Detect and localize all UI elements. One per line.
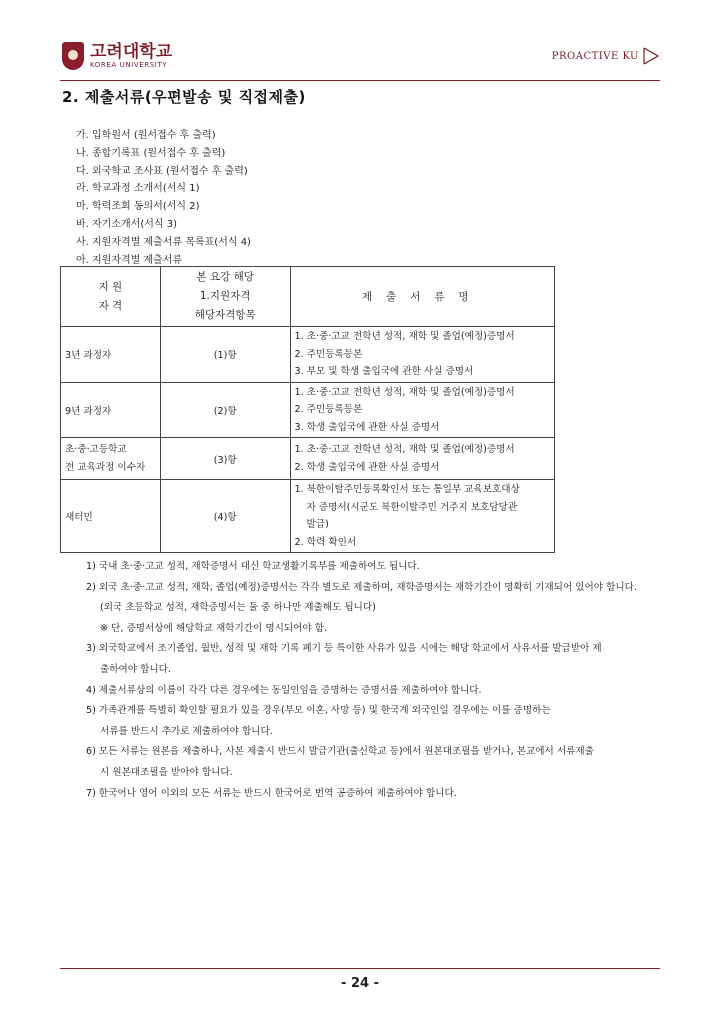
required-document: 3. 부모 및 학생 출입국에 관한 사실 증명서 — [294, 366, 474, 377]
required-document: 1. 초·중·고교 전학년 성적, 재학 및 졸업(예정)증명서 — [294, 444, 515, 455]
table-row — [61, 382, 555, 438]
header-qualification — [61, 267, 161, 327]
documents-cell — [290, 438, 554, 480]
item-cell: (2)항 — [160, 382, 290, 438]
required-document: 3. 학생 출입국에 관한 사실 증명서 — [294, 421, 440, 433]
brand-logo — [552, 46, 660, 66]
brand-mark-icon — [642, 46, 660, 66]
document-item: 나. 종합기록표 (원서접수 후 출력) — [76, 147, 226, 159]
document-item: 바. 자기소개서(서식 3) — [76, 218, 177, 230]
header-item-line: 1.지원자격 — [199, 290, 251, 302]
page-header — [60, 42, 660, 82]
university-logo — [62, 42, 172, 70]
qualification-cell — [61, 382, 161, 438]
note-item: 출하여야 합니다. — [100, 663, 171, 675]
note-item: 서류를 반드시 추가로 제출하여야 합니다. — [100, 725, 273, 737]
documents-cell — [290, 480, 554, 553]
documents-cell — [290, 327, 554, 383]
university-name-en: KOREA UNIVERSITY — [90, 61, 168, 69]
note-item: 6) 모든 서류는 원본을 제출하나, 사본 제출시 반드시 발급기관(출신학교 등)에서 원본대조필을 받거나, 본교에서 서류제출 — [86, 746, 594, 758]
qualification-cell — [61, 327, 161, 383]
header-item — [160, 267, 290, 327]
page-number: - 24 - — [341, 976, 379, 991]
header-item-line: 해당자격항목 — [194, 309, 256, 321]
required-document: 자 증명서(시군도 북한이탈주민 거주지 보호담당관 — [306, 501, 518, 513]
document-list — [76, 127, 251, 269]
document-item: 아. 지원자격별 제출서류 — [76, 254, 183, 266]
table-row — [61, 327, 555, 383]
qualification-line: 3년 과정자 — [65, 350, 112, 362]
required-document: 2. 주민등록등본 — [294, 404, 363, 415]
required-document: 2. 주민등록등본 — [294, 348, 363, 360]
document-item: 마. 학력조회 동의서(서식 2) — [76, 201, 200, 213]
header-documents: 제출서류명 — [290, 267, 554, 327]
note-item: 5) 가족관계를 특별히 확인할 필요가 있을 경우(부모 이혼, 사망 등) 및 한국계 외국인일 경우에는 이를 증명하는 — [86, 705, 551, 717]
note-item: (외국 초등학교 성적, 재학증명서는 둘 중 하나만 제출해도 됩니다) — [100, 602, 376, 614]
document-item: 가. 입학원서 (원서접수 후 출력) — [76, 130, 216, 141]
brand-text: PROACTIVE KU — [551, 50, 639, 62]
documents-cell — [290, 382, 554, 438]
table-row — [61, 480, 555, 553]
qualification-line: 전 교육과정 이수자 — [65, 461, 146, 473]
table-header-row — [61, 267, 555, 327]
note-item: 1) 국내 초·중·고교 성적, 재학증명서 대신 학교생활기록부를 제출하여도 됩니다. — [86, 561, 420, 572]
notes-section — [86, 557, 661, 804]
header-divider — [60, 80, 660, 81]
required-document: 1. 북한이탈주민등록확인서 또는 통일부 교육보호대상 — [294, 484, 520, 495]
document-item: 라. 학교과정 소개서(서식 1) — [76, 183, 200, 195]
item-cell: (3)항 — [160, 438, 290, 480]
note-item: 7) 한국어나 영어 이외의 모든 서류는 반드시 한국어로 번역 공증하여 제출하여야 합니다. — [86, 787, 457, 799]
university-name-ko: 고려대학교 — [90, 42, 173, 62]
note-item: ※ 단, 증명서상에 해당학교 재학기간이 명시되어야 함. — [100, 622, 328, 634]
item-cell: (4)항 — [160, 480, 290, 553]
section-title: 2. 제출서류(우편발송 및 직접제출) — [62, 88, 306, 106]
qualification-line: 새터민 — [65, 512, 93, 523]
requirements-table — [60, 266, 555, 553]
qualification-cell — [61, 438, 161, 480]
qualification-line: 초·중·고등학교 — [65, 444, 127, 455]
required-document: 2. 학생 출입국에 관한 사실 증명서 — [294, 461, 440, 473]
required-document: 2. 학력 확인서 — [294, 536, 357, 548]
footer-divider — [60, 968, 660, 969]
note-item: 4) 제출서류상의 이름이 각각 다른 경우에는 동일인임을 증명하는 증명서를 제출하여야 합니다. — [86, 684, 482, 696]
header-item-line: 본 요강 해당 — [196, 271, 254, 283]
note-item: 3) 외국학교에서 조기졸업, 월반, 성적 및 재학 기록 폐기 등 특이한 사유가 있을 시에는 해당 학교에서 사유서를 발급받아 제 — [86, 643, 602, 655]
qualification-cell — [61, 480, 161, 553]
table-row — [61, 438, 555, 480]
note-item: 2) 외국 초·중·고교 성적, 재학, 졸업(예정)증명서는 각각 별도로 제출하며, 재학증명서는 재학기간이 명확히 기재되어 있어야 합니다. — [86, 581, 637, 593]
required-document: 1. 초·중·고교 전학년 성적, 재학 및 졸업(예정)증명서 — [294, 331, 515, 342]
document-item: 다. 외국학교 조사표 (원서접수 후 출력) — [76, 165, 248, 177]
document-item: 사. 지원자격별 제출서류 목록표(서식 4) — [76, 236, 251, 248]
required-document: 발급) — [306, 519, 329, 530]
header-qualification-line: 자 격 — [98, 299, 123, 312]
qualification-line: 9년 과정자 — [65, 405, 112, 417]
item-cell: (1)항 — [160, 327, 290, 383]
header-qualification-line: 지 원 — [98, 280, 123, 293]
crest-icon — [62, 42, 84, 70]
note-item: 시 원본대조필을 받아야 합니다. — [100, 766, 233, 778]
required-document: 1. 초·중·고교 전학년 성적, 재학 및 졸업(예정)증명서 — [294, 386, 515, 398]
